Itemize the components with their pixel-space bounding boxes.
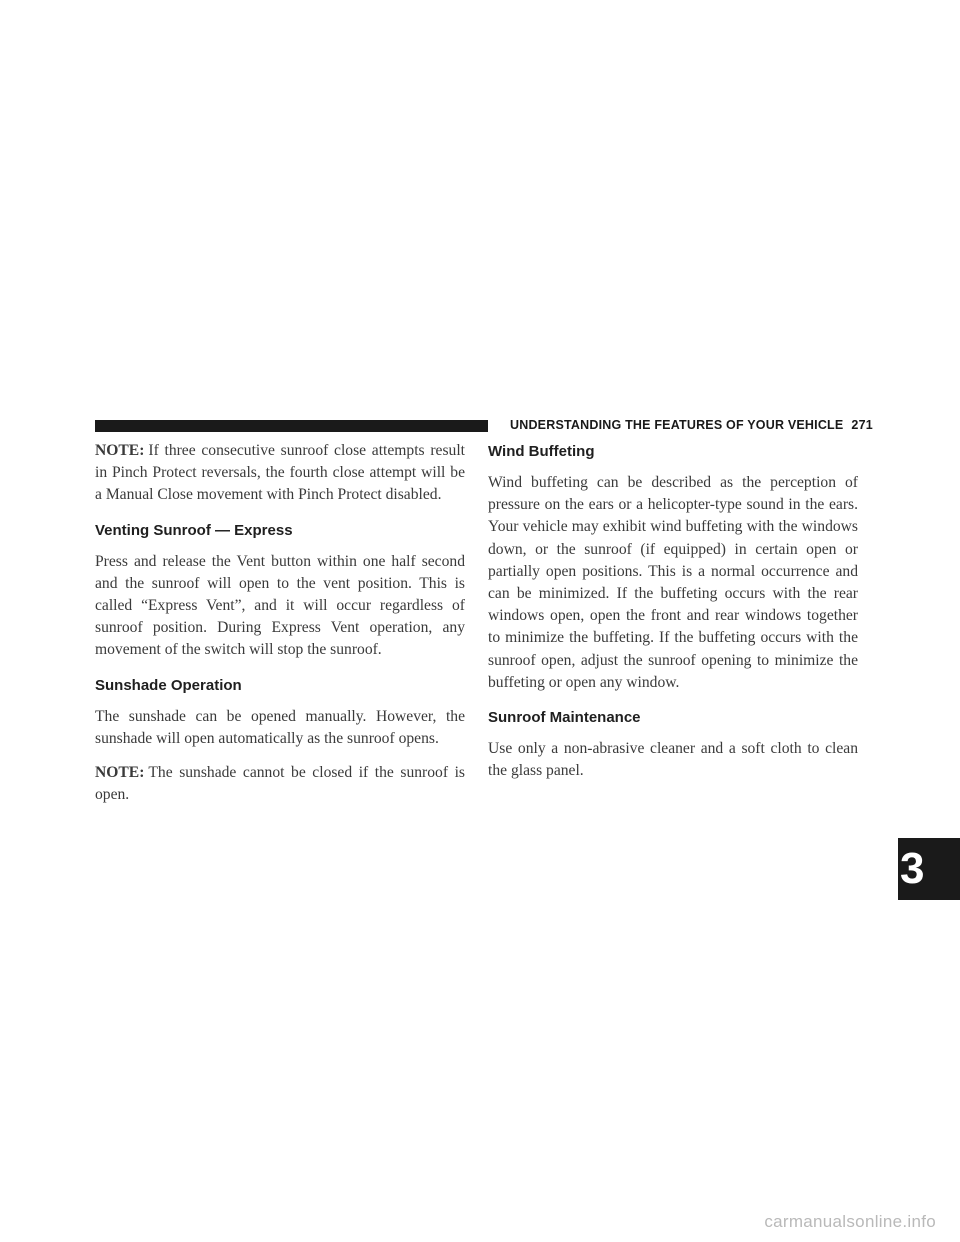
- left-column: [95, 440, 465, 818]
- note-paragraph: [95, 440, 465, 507]
- note-text: If three consecutive sunroof close attempts result in Pinch Protect reversals, the fourth close attempt will be a Manual Close movement with Pinch Protect disabled.: [95, 442, 465, 504]
- section-heading-wind-buffeting: Wind Buffeting: [488, 443, 595, 460]
- running-header: [510, 418, 873, 432]
- section-heading-venting-sunroof: Venting Sunroof — Express: [95, 521, 293, 539]
- section-heading-sunroof-maintenance: Sunroof Maintenance: [488, 709, 641, 727]
- section-body-sunshade-operation: The sunshade can be opened manually. However, the sunshade will open automatically as the sunroof opens.: [95, 707, 465, 747]
- note-label: NOTE:: [95, 764, 145, 782]
- section-heading-sunshade-operation: Sunshade Operation: [95, 676, 242, 694]
- chapter-tab: [898, 838, 960, 900]
- chapter-number: 3: [900, 844, 925, 893]
- running-header-title: UNDERSTANDING THE FEATURES OF YOUR VEHICLE: [510, 418, 844, 432]
- section-body-wind-buffeting: Wind buffeting can be described as the perception of pressure on the ears or a helicopter-type sound in the ears. Your vehicle may exhibit wind buffeting with the windows down, or the sunroof (if equipped) in certain open or partially open positions. This is a normal occurrence and can be minimized. If the buffeting occurs with the rear windows open, open the front and rear windows together to minimize the buffeting. If the buffeting occurs with the sunroof open, adjust the sunroof opening to minimize the buffeting or open any window.: [488, 474, 858, 691]
- page-number: 271: [851, 418, 873, 432]
- watermark: carmanualsonline.info: [764, 1212, 936, 1231]
- section-body-venting-sunroof: Press and release the Vent button within one half second and the sunroof will open to the vent position. This is called “Express Vent”, and it will occur regardless of sunroof position. During Express Vent operation, any movement of the switch will stop the sunroof.: [95, 552, 465, 659]
- note-label: NOTE:: [95, 442, 145, 459]
- note-text: The sunshade cannot be closed if the sunroof is open.: [95, 764, 465, 804]
- right-column: [488, 440, 858, 794]
- section-body-sunroof-maintenance: Use only a non-abrasive cleaner and a soft cloth to clean the glass panel.: [488, 740, 858, 780]
- header-rule: [95, 420, 488, 432]
- note-paragraph: [95, 762, 465, 806]
